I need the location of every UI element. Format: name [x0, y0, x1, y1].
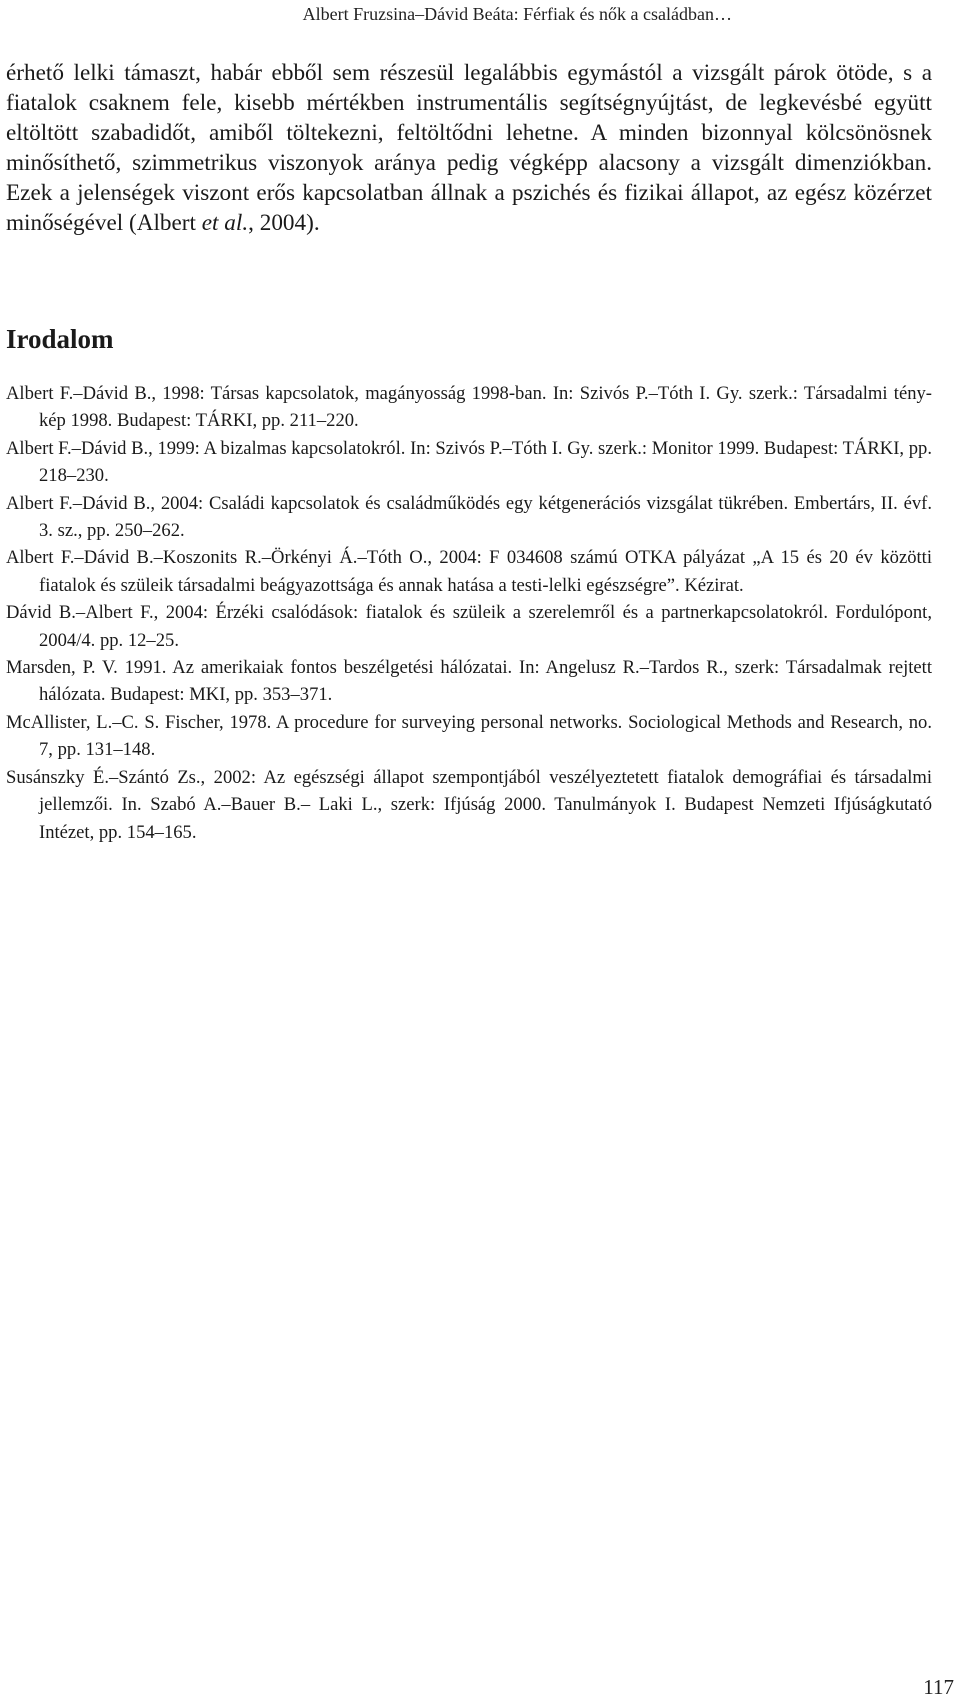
page-number: 117	[923, 1675, 954, 1699]
body-paragraph	[6, 58, 932, 238]
paragraph-text-end: , 2004).	[248, 210, 320, 236]
reference-item: Albert F.–Dávid B.–Koszonits R.–Örkényi Á.–Tóth O., 2004: F 034608 számú OTKA pályázat „A 15 és 20 év közötti fiatalok és szüleik társadalmi beágyazottsága és annak hatása a testi-lelki egészségre”. Kézirat.	[6, 547, 932, 596]
paragraph-italic-text: et al.	[201, 210, 249, 236]
reference-item: Albert F.–Dávid B., 1998: Társas kapcsolatok, magányosság 1998-ban. In: Szivós P.–Tóth I. Gy. szerk.: Társadalmi tény-kép 1998. Budapest: TÁRKI, pp. 211–220.	[6, 383, 932, 432]
running-header: Albert Fruzsina–Dávid Beáta: Férfiak és nők a családban…	[302, 4, 732, 24]
reference-list	[6, 380, 932, 846]
reference-item: Susánszky É.–Szántó Zs., 2002: Az egészségi állapot szempontjából veszélyeztetett fiatalok demográfiai és társadalmi jellemzői. In. Szabó A.–Bauer B.– Laki L., szerk: Ifjúság 2000. Tanulmányok I. Budapest Nemzeti Ifjúságkutató Intézet, pp. 154–165.	[6, 766, 932, 843]
reference-item: Albert F.–Dávid B., 2004: Családi kapcsolatok és családműködés egy kétgenerációs vizsgálat tükrében. Embertárs, II. évf. 3. sz., pp. 250–262.	[6, 492, 932, 542]
paragraph-text: érhető lelki támaszt, habár ebből sem részesül legalábbis egymástól a vizsgált párok ötöde, s a fiatalok csaknem fele, kisebb mértékben instrumentális segítségnyújtást, de legkevésbé együtt eltöltött szabadidőt, amiből töltekezni, feltöltődni lehetne. A minden bizonnyal kölcsönösnek minősíthető, szimmetrikus viszonyok aránya pedig végképp alacsony a vizsgált dimenziókban. Ezek a jelenségek viszont erős kapcsolatban állnak a pszichés és fizikai állapot, az egész közérzet minőségével (Albert	[6, 60, 932, 236]
reference-item: McAllister, L.–C. S. Fischer, 1978. A procedure for surveying personal networks. Sociological Methods and Research, no. 7, pp. 131–148.	[6, 711, 932, 761]
reference-item: Albert F.–Dávid B., 1999: A bizalmas kapcsolatokról. In: Szivós P.–Tóth I. Gy. szerk.: Monitor 1999. Budapest: TÁRKI, pp. 218–230.	[6, 437, 932, 487]
reference-item: Dávid B.–Albert F., 2004: Érzéki csalódások: fiatalok és szüleik a szerelemről és a partnerkapcsolatokról. Fordulópont, 2004/4. pp. 12–25.	[6, 602, 932, 651]
page-content	[6, 58, 932, 846]
section-heading: Irodalom	[6, 324, 114, 354]
reference-item: Marsden, P. V. 1991. Az amerikaiak fontos beszélgetési hálózatai. In: Angelusz R.–Tardos R., szerk: Társadalmak rejtett hálózata. Budapest: MKI, pp. 353–371.	[6, 657, 932, 706]
